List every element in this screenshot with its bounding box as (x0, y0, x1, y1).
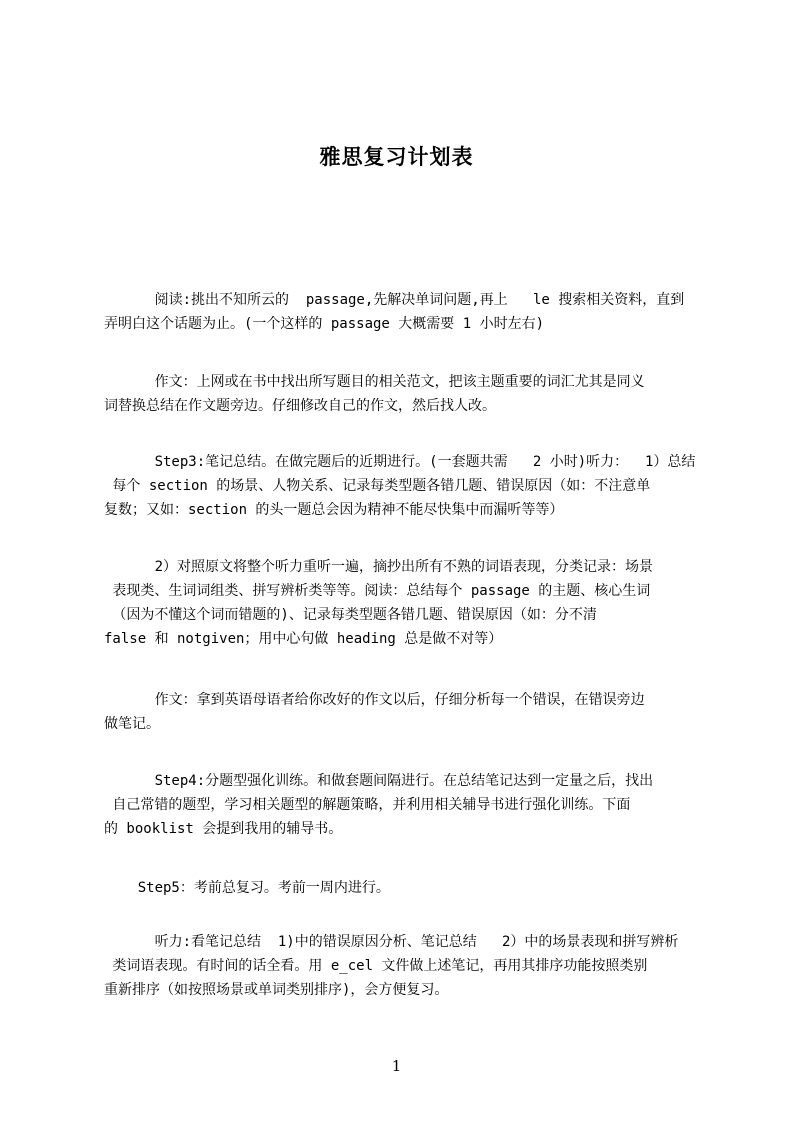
paragraph-line: 表现类、生词词组类、拼写辨析类等等。阅读：总结每个 passage 的主题、核心生词 (104, 583, 651, 599)
paragraph-step3-writing (104, 688, 710, 736)
paragraph-line: Step4:分题型强化训练。和做套题间隔进行。在总结笔记达到一定量之后，找出 (104, 773, 654, 789)
paragraph-step5 (104, 876, 710, 900)
paragraph-line: 作文：拿到英语母语者给你改好的作文以后，仔细分析每一个错误，在错误旁边 (104, 692, 645, 708)
paragraph-step5-listening (104, 930, 710, 1002)
paragraph-line: false 和 notgiven；用中心句做 heading 总是做不对等） (104, 631, 503, 647)
paragraph-line: Step3:笔记总结。在做完题后的近期进行。(一套题共需 2 小时)听力： 1）总结 (104, 454, 696, 470)
paragraph-step3-listening-detail (104, 555, 710, 651)
paragraph-reading-step (104, 288, 710, 336)
paragraph-line: 每个 section 的场景、人物关系、记录每类型题各错几题、错误原因（如：不注意单 (104, 478, 651, 494)
paragraph-line: 阅读:挑出不知所云的 passage,先解决单词问题,再上 le 搜索相关资料，直到 (104, 292, 685, 308)
paragraph-line: 弄明白这个话题为止。(一个这样的 passage 大概需要 1 小时左右) (104, 316, 545, 332)
paragraph-line: Step5：考前总复习。考前一周内进行。 (104, 880, 390, 896)
paragraph-line: 复数；又如：section 的头一题总会因为精神不能尽快集中而漏听等等） (104, 502, 564, 518)
document-title: 雅思复习计划表 (319, 145, 474, 169)
paragraph-line: 作文：上网或在书中找出所写题目的相关范文，把该主题重要的词汇尤其是同义 (104, 374, 645, 390)
paragraph-line: 类词语表现。有时间的话全看。用 e_cel 文件做上述笔记，再用其排序功能按照类别 (104, 958, 648, 974)
paragraph-line: 自己常错的题型，学习相关题型的解题策略，并利用相关辅导书进行强化训练。下面 (104, 797, 631, 813)
paragraph-line: （因为不懂这个词而错题的)、记录每类型题各错几题、错误原因（如：分不清 (104, 607, 597, 623)
paragraph-line: 的 booklist 会提到我用的辅导书。 (104, 821, 343, 837)
paragraph-line: 2）对照原文将整个听力重听一遍，摘抄出所有不熟的词语表现，分类记录：场景 (104, 559, 653, 575)
paragraph-writing-step (104, 370, 710, 418)
paragraph-line: 重新排序（如按照场景或单词类别排序)，会方便复习。 (104, 982, 449, 998)
paragraph-line: 词替换总结在作文题旁边。仔细修改自己的作文，然后找人改。 (104, 398, 496, 414)
paragraph-step4 (104, 769, 710, 841)
page-number: 1 (391, 1057, 402, 1075)
paragraph-line: 做笔记。 (104, 716, 160, 732)
paragraph-line: 听力:看笔记总结 1)中的错误原因分析、笔记总结 2）中的场景表现和拼写辨析 (104, 934, 679, 950)
paragraph-step3 (104, 450, 710, 522)
